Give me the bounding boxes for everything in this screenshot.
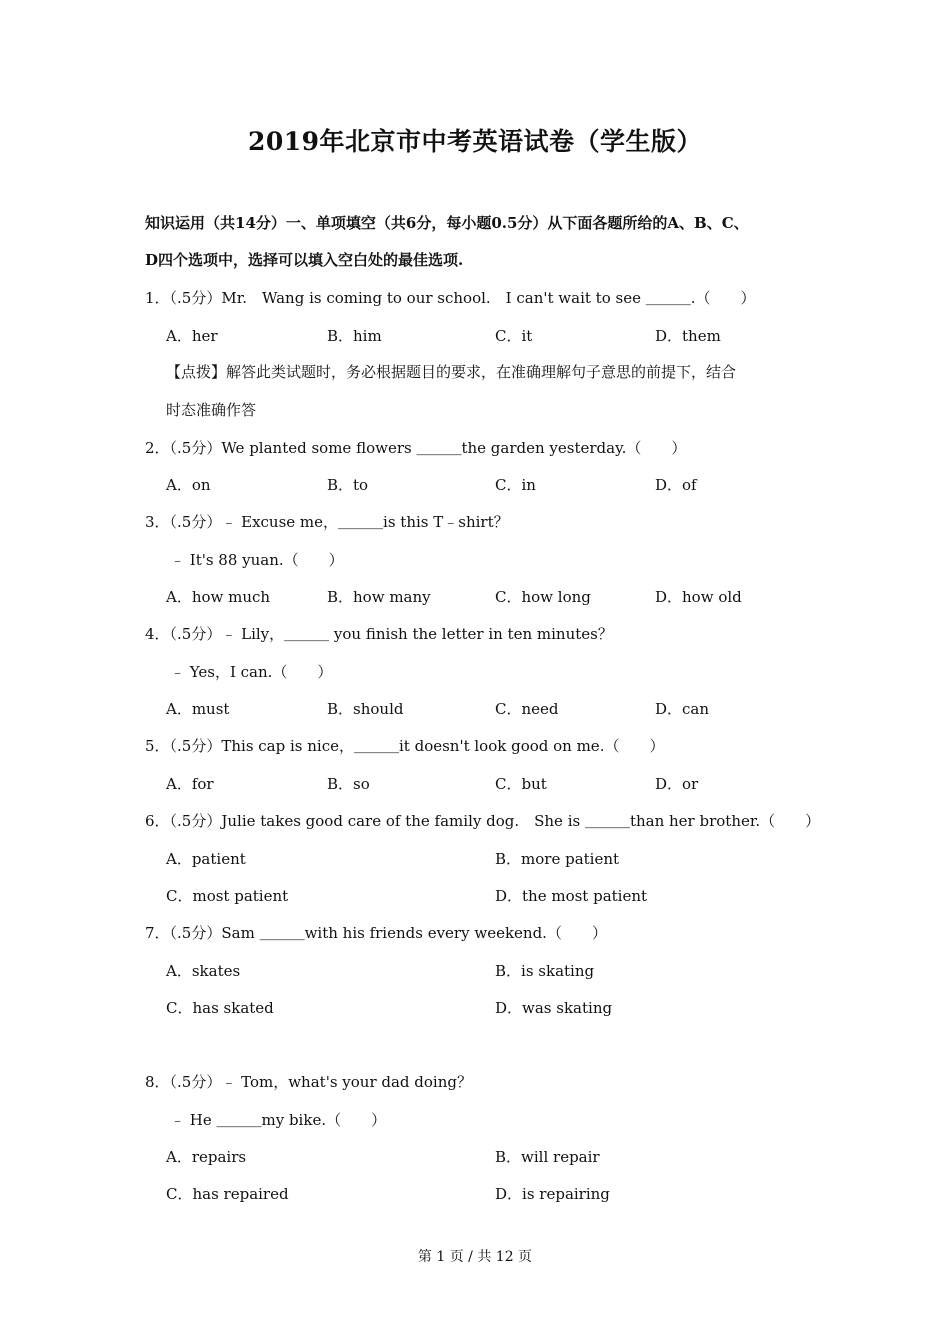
question-6-option-d: D．the most patient (495, 887, 648, 905)
question-2-stem: 2．（.5分）We planted some flowers ＿＿＿the garden yesterday.（ ） (145, 439, 687, 457)
section-instruction-line2: D四个选项中，选择可以填入空白处的最佳选项. (145, 251, 464, 269)
question-7-option-c: C．has skated (166, 999, 274, 1017)
question-7-option-d: D．was skating (495, 999, 613, 1017)
question-8-response: ﹣ He ＿＿＿my bike.（ ） (170, 1111, 387, 1129)
question-1-tip-line1: 【点拨】解答此类试题时，务必根据题目的要求，在准确理解句子意思的前提下，结合 (166, 363, 737, 381)
question-8-stem: 8．（.5分）﹣ Tom，what's your dad doing？ (145, 1073, 472, 1091)
question-8-option-a: A．repairs (166, 1148, 247, 1166)
question-1-option-a: A．her (166, 327, 218, 345)
question-2-option-c: C．in (495, 476, 536, 494)
question-1-stem: 1．（.5分）Mr. Wang is coming to our school. I can't wait to see ＿＿＿.（ ） (145, 289, 756, 307)
question-7-option-b: B．is skating (495, 962, 595, 980)
question-3-response: ﹣ It's 88 yuan.（ ） (170, 551, 344, 569)
question-1-tip-line2: 时态准确作答 (166, 401, 257, 419)
question-3-stem: 3．（.5分）﹣ Excuse me，＿＿＿is this T﹣shirt？ (145, 513, 509, 531)
question-6-option-c: C．most patient (166, 887, 289, 905)
question-1-option-b: B．him (327, 327, 382, 345)
question-2-option-b: B．to (327, 476, 369, 494)
question-4-option-a: A．must (166, 700, 230, 718)
question-6-option-b: B．more patient (495, 850, 620, 868)
question-1-option-c: C．it (495, 327, 533, 345)
question-1-option-d: D．them (655, 327, 721, 345)
question-8-option-d: D．is repairing (495, 1185, 610, 1203)
question-4-option-d: D．can (655, 700, 710, 718)
question-5-option-c: C．but (495, 775, 547, 793)
question-2-option-a: A．on (166, 476, 211, 494)
question-5-option-a: A．for (166, 775, 214, 793)
question-4-response: ﹣ Yes，I can.（ ） (170, 663, 333, 681)
question-6-stem: 6．（.5分）Julie takes good care of the family dog. She is ＿＿＿than her brother.（ ） (145, 812, 821, 830)
question-5-option-d: D．or (655, 775, 699, 793)
question-3-option-a: A．how much (166, 588, 271, 606)
question-4-option-b: B．should (327, 700, 404, 718)
question-7-option-a: A．skates (166, 962, 241, 980)
page-footer: 第 1 页 / 共 12 页 (417, 1249, 533, 1265)
question-5-stem: 5．（.5分）This cap is nice，＿＿＿it doesn't look good on me.（ ） (145, 737, 665, 755)
question-8-option-b: B．will repair (495, 1148, 600, 1166)
question-3-option-b: B．how many (327, 588, 431, 606)
question-6-option-a: A．patient (166, 850, 246, 868)
question-2-option-d: D．of (655, 476, 697, 494)
question-7-stem: 7．（.5分）Sam ＿＿＿with his friends every weekend.（ ） (145, 924, 607, 942)
question-5-option-b: B．so (327, 775, 370, 793)
section-instruction-line1: 知识运用（共14分）一、单项填空（共6分，每小题0.5分）从下面各题所给的A、B、C、 (145, 214, 749, 232)
question-3-option-d: D．how old (655, 588, 742, 606)
question-4-stem: 4．（.5分）﹣ Lily，＿＿＿ you finish the letter in ten minutes？ (145, 625, 613, 643)
question-3-option-c: C．how long (495, 588, 591, 606)
page-title: 2019年北京市中考英语试卷（学生版） (247, 127, 703, 156)
question-8-option-c: C．has repaired (166, 1185, 289, 1203)
question-4-option-c: C．need (495, 700, 559, 718)
